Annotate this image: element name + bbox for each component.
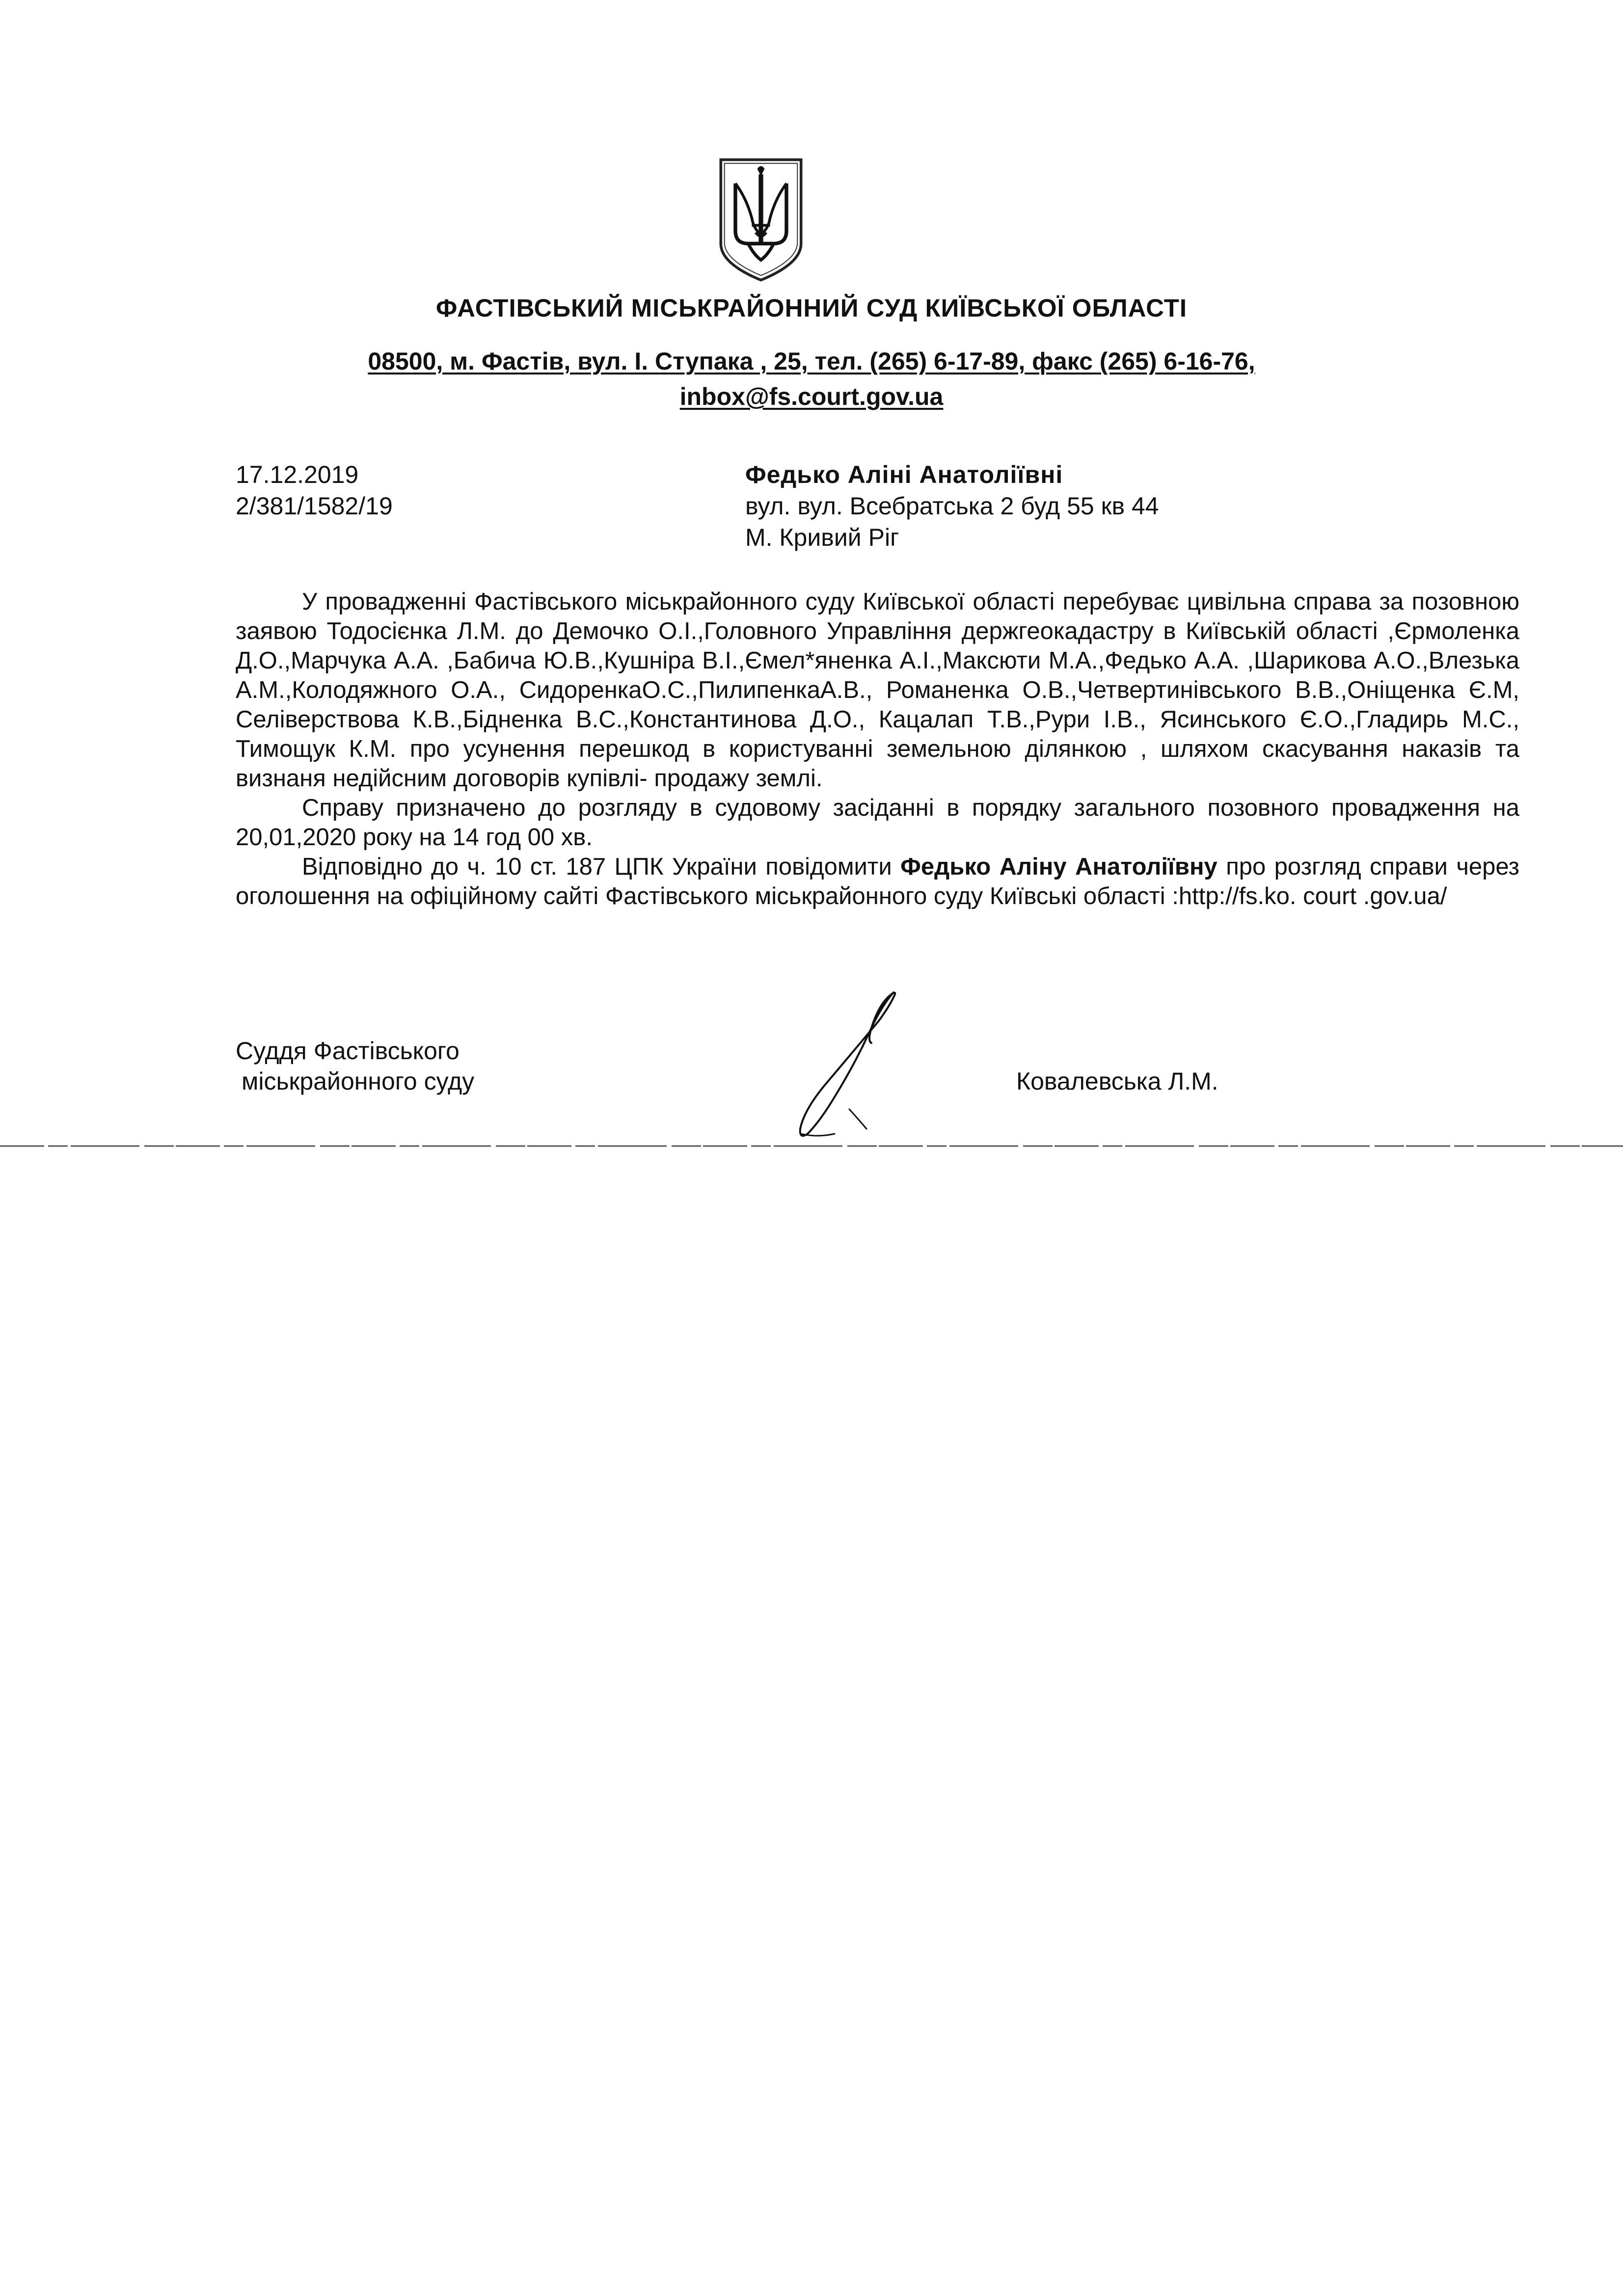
judge-name: Ковалевська Л.М.: [1016, 1068, 1218, 1095]
paragraph-text: про розгляд справи через оголошення на офіційному сайті Фастівського міськрайонного суду Київські області :http://fs.ko. court .gov.ua/: [236, 854, 1519, 909]
document-date: 17.12.2019: [236, 461, 359, 488]
judge-title-line: міськрайонного суду: [242, 1068, 475, 1095]
recipient-name-bold: Федько Аліну Анатоліївну: [900, 854, 1217, 880]
body-paragraph: [236, 852, 1519, 911]
reference-number: 2/381/1582/19: [236, 492, 393, 520]
paragraph-text: Відповідно до ч. 10 ст. 187 ЦПК України повідомити: [302, 854, 901, 880]
handwritten-signature: [781, 987, 908, 1144]
judge-title: [236, 1036, 474, 1096]
recipient-name: Федько Аліні Анатоліївні: [745, 461, 1063, 488]
court-name: ФАСТІВСЬКИЙ МІСЬКРАЙОННИЙ СУД КИЇВСЬКОЇ ОБЛАСТІ: [435, 294, 1188, 322]
email-address: inbox@fs.court.gov.ua: [679, 383, 944, 410]
recipient-street: вул. вул. Всебратська 2 буд 55 кв 44: [745, 492, 1159, 520]
body-paragraph: У провадженні Фастівського міськрайонного суду Київської області перебуває цивільна справа за позовною заявою Тодосієнка Л.М. до Демочко О.І.,Головного Управління держгеокадастру в Київській області ,Єрмоленка Д.О.,Марчука А.А. ,Бабича Ю.В.,Кушніра В.І.,Ємел*яненка А.І.,Максюти М.А.,Федько А.А. ,Шарикова А.О.,Влезька А.М.,Колодяжного О.А., СидоренкаО.С.,ПилипенкаА.В., Романенка О.В.,Четвертинівського В.В.,Оніщенка Є.М, Селіверствова К.В.,Бідненка В.С.,Константинова Д.О., Кацалап Т.В.,Рури І.В., Ясинського Є.О.,Гладирь М.С., Тимощук К.М. про усунення перешкод в користуванні земельною ділянкою , шляхом скасування наказів та визнаня недійсним договорів купівлі- продажу землі.: [236, 588, 1519, 792]
recipient-block: [745, 459, 1159, 553]
court-address: [0, 344, 1623, 414]
document-meta: [236, 459, 393, 522]
address-line: 08500, м. Фастів, вул. І. Ступака , 25, тел. (265) 6-17-89, факс (265) 6-16-76,: [368, 347, 1255, 375]
coat-of-arms-trident-icon: [714, 156, 808, 284]
recipient-city: М. Кривий Ріг: [745, 524, 899, 551]
scan-border-line: [0, 1145, 1623, 1148]
body-paragraph: Справу призначено до розгляду в судовому засіданні в порядку загального позовного провадження на 20,01,2020 року на 14 год 00 хв.: [236, 795, 1519, 851]
judge-title-line: Суддя Фастівського: [236, 1037, 460, 1065]
letter-body: [236, 587, 1519, 911]
